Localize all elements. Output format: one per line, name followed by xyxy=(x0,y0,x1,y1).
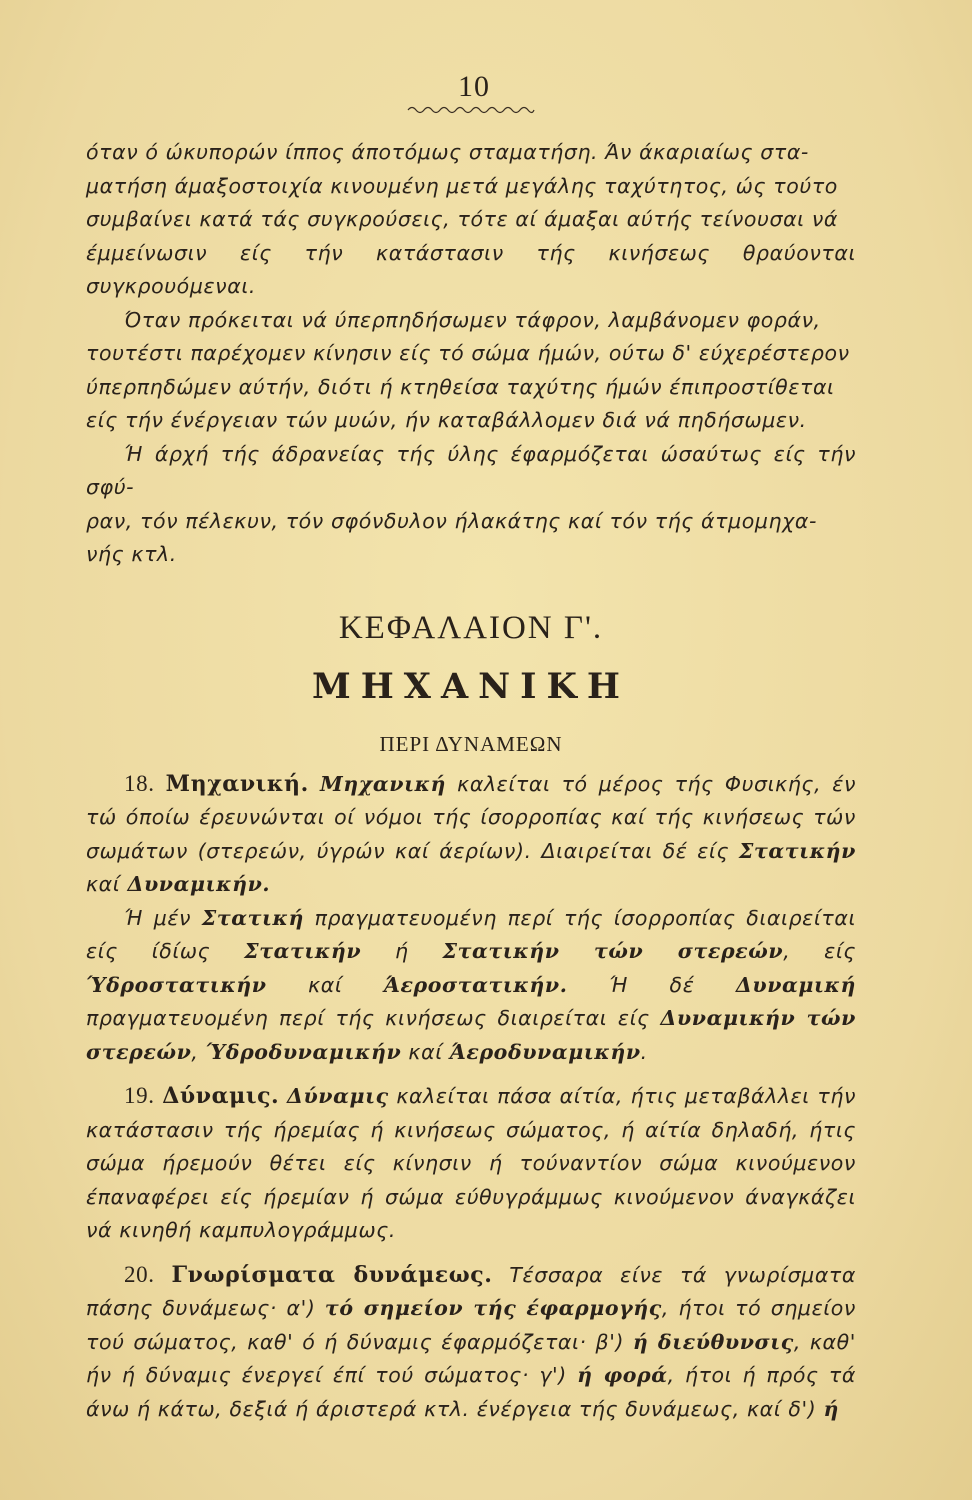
body-text: , xyxy=(191,1039,206,1064)
inertia-paragraph xyxy=(86,438,856,572)
paragraph-18 xyxy=(86,767,856,902)
text-line: Όταν πρόκειται νά ύπερπηδήσωμεν τάφρον, λαμβάνομεν φοράν, xyxy=(124,307,821,332)
chapter-heading: ΚΕΦΑΛΑΙΟΝ Γ'. xyxy=(338,609,604,646)
body-text: Τέσσαρα είνε τά γνωρίσματα πάσης δυνάμεως· α') xyxy=(86,1262,856,1320)
paragraph-number: 18. xyxy=(124,770,155,796)
paragraph-heading: Μηχανική. xyxy=(165,770,309,797)
term: Άεροδυναμικήν xyxy=(449,1039,641,1064)
body-text: καλείται πάσα αίτία, ήτις μεταβάλλει τήν κατάστασιν τής ήρεμίας ή κινήσεως σώματος, ή αίτία δηλαδή, ήτις σώμα ήρεμούν θέτει είς κίνησιν ή τούναντίον σώμα κινούμενον έπαναφέρει είς ήρεμίαν ή σώμα εύθυγράμμως κινούμενον άναγκάζει νά κινηθή καμπυλογράμμως. xyxy=(86,1084,856,1242)
term: Στατικήν τών στερεών xyxy=(442,939,784,963)
term: Δυναμικήν τών στερεών xyxy=(86,1006,856,1064)
paragraph-19 xyxy=(86,1079,856,1248)
body-text: πραγματευομένη περί τής ίσορροπίας διαιρείται είς ίδίως xyxy=(86,905,856,963)
term: ή διεύθυνσις xyxy=(632,1329,794,1354)
paragraph-number: 20. xyxy=(124,1261,155,1287)
text-line: ματήση άμαξοστοιχία κινουμένη μετά μεγάλης ταχύτητος, ώς τούτο xyxy=(86,173,838,198)
section-subtitle: ΠΕΡΙ ΔΥΝΑΜΕΩΝ xyxy=(379,731,563,756)
paragraph-18-continued xyxy=(86,902,856,1070)
text-line: ύπερπηδώμεν αύτήν, διότι ή κτηθείσα ταχύτης ήμών έπιπροστίθεται xyxy=(86,374,835,399)
text-line: συμβαίνει κατά τάς συγκρούσεις, τότε αί άμαξαι αύτής τείνουσαι νά xyxy=(86,207,838,231)
body-text: ή xyxy=(361,939,443,963)
book-page xyxy=(86,70,856,1426)
term: ή xyxy=(823,1396,839,1421)
term: Ύδροστατικήν xyxy=(86,972,267,997)
body-text: καί xyxy=(266,972,384,997)
term: Δυναμική xyxy=(735,972,856,997)
term: τό σημείον τής έφαρμογής xyxy=(324,1296,662,1320)
body-text: καί xyxy=(86,872,128,896)
term: Δυναμικήν. xyxy=(127,872,271,896)
section-title: ΜΗΧΑΝΙΚΗ xyxy=(312,665,630,707)
term: Άεροστατικήν. xyxy=(383,972,568,997)
body-text: πραγματευομένη περί τής κινήσεως διαιρείται είς xyxy=(86,1006,661,1030)
jump-paragraph xyxy=(86,304,856,438)
paragraph-number: 19. xyxy=(124,1083,155,1108)
term: Στατική xyxy=(201,905,304,930)
wavy-rule-ornament xyxy=(406,104,536,116)
body-text: , ήτοι ή πρός τά άνω ή κάτω, δεξιά ή άριστερά κτλ. ένέργεια τής δυνάμεως, καί δ') xyxy=(86,1363,856,1421)
intro-paragraph xyxy=(86,136,856,304)
term: Στατικήν xyxy=(738,838,856,863)
text-line: νής κτλ. xyxy=(86,542,177,566)
term: Ύδροδυναμικήν xyxy=(205,1039,402,1064)
body-text: καί xyxy=(401,1039,450,1064)
term: Στατικήν xyxy=(244,939,362,963)
term: Μηχανική xyxy=(319,771,447,796)
paragraph-20 xyxy=(86,1258,856,1427)
text-line: ραν, τόν πέλεκυν, τόν σφόνδυλον ήλακάτης καί τόν τής άτμομηχα- xyxy=(86,508,817,533)
paragraph-heading: Γνωρίσματα δυνάμεως. xyxy=(171,1261,493,1288)
body-text: , ήτοι τό σημείον τού σώματος, καθ' ό ή δύναμις έφαρμόζεται· β') xyxy=(86,1296,856,1354)
page-number: 10 xyxy=(458,70,490,103)
paragraph-heading: Δύναμις. xyxy=(162,1083,280,1109)
body-text: , καθ' ήν ή δύναμις ένεργεί έπί τού σώματος· γ') xyxy=(86,1329,857,1387)
term: ή φορά xyxy=(577,1363,668,1387)
body-text: καλείται τό μέρος τής Φυσικής, έν τώ όποίω έρευνώνται οί νόμοι τής ίσορροπίας καί τής κινήσεως τών σωμάτων (στερεών, ύγρών καί άερίων). Διαιρείται δέ είς xyxy=(86,771,857,863)
text-line: όταν ό ώκυπορών ίππος άποτόμως σταματήση. Άν άκαριαίως στα- xyxy=(86,140,809,164)
body-text: , είς xyxy=(783,939,856,963)
text-line: είς τήν ένέργειαν τών μυών, ήν καταβάλλομεν διά νά πηδήσωμεν. xyxy=(86,408,807,432)
text-line: έμμείνωσιν είς τήν κατάστασιν τής κινήσεως θραύονται συγκρουόμεναι. xyxy=(86,240,856,298)
text-line: Ή άρχή τής άδρανείας τής ύλης έφαρμόζεται ώσαύτως είς τήν σφύ- xyxy=(86,441,856,499)
body-text: Ή δέ xyxy=(567,972,736,997)
term: Δύναμις xyxy=(286,1084,389,1108)
body-text: Ή μέν xyxy=(124,905,202,930)
text-line: τουτέστι παρέχομεν κίνησιν είς τό σώμα ήμών, ούτω δ' εύχερέστερον xyxy=(86,341,850,365)
body-text: . xyxy=(640,1039,648,1064)
